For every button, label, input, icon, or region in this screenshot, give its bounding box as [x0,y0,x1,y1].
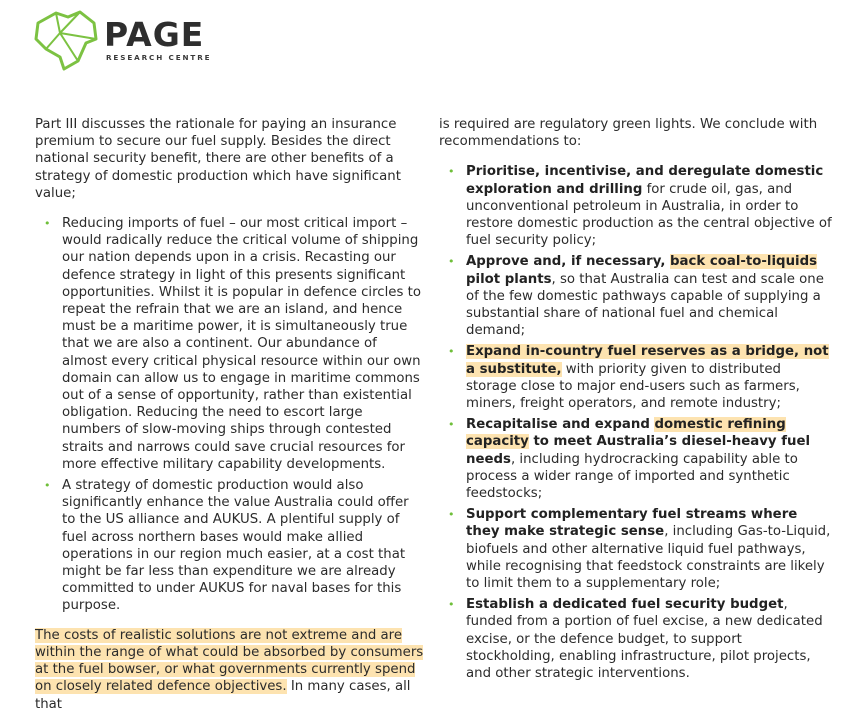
recommendations-list [439,163,834,682]
list-item [439,506,834,592]
bullet-dot-icon: • [44,217,51,231]
recommendation-title-continued: to meet Australia’s diesel-heavy fuel needs [466,434,811,467]
bullet-dot-icon: • [448,345,455,359]
highlighted-text: Expand in-country fuel reserves as a bridge, not a substitute, [466,344,829,377]
bullet-dot-icon: • [448,508,455,522]
highlighted-text: back coal-to-liquids [670,254,818,270]
list-item [35,477,425,615]
recommendation-text: , including hydrocracking capability able to process a wider range of imported and synthetic feedstocks; [466,451,798,502]
bullet-dot-icon: • [44,479,51,493]
list-item [439,253,834,339]
recommendation-text: with priority given to distributed storage close to major end-users such as farmers, miners, freight operators, and remote industry; [466,361,800,412]
left-column [35,116,425,713]
list-item [439,416,834,502]
highlighted-text: domestic refining capacity [466,417,786,450]
recommendations-intro: is required are regulatory green lights. We conclude with recommendations to: [439,117,818,150]
map-outline-icon [34,9,100,73]
recommendation-title: Support complementary fuel streams where they make strategic sense [466,507,798,540]
list-item [439,596,834,682]
list-item [35,215,425,473]
recommendation-text: , funded from a portion of fuel excise, a new dedicated excise, or the defence budget, to support stockholding, enabling infrastructure, pilot projects, and other strategic interventions. [466,597,823,682]
bullet-dot-icon: • [448,255,455,269]
logo-subtitle: RESEARCH CENTRE [106,53,212,62]
paragraph-text: In many cases, all that [35,679,411,712]
recommendation-title: Establish a dedicated fuel security budget [466,597,784,613]
right-column [439,116,834,686]
closing-paragraph [35,627,425,713]
bullet-text: A strategy of domestic production would also significantly enhance the value Australia could offer to the US alliance and AUKUS. A plentiful supply of fuel across northern bases would make allied operations in our region much easier, at a cost that might be far less than expenditure we are already committed to under AUKUS for naval bases for this purpose. [62,478,409,614]
recommendation-text: for crude oil, gas, and unconventional petroleum in Australia, in order to restore domestic production as the central objective of fuel security policy; [466,181,832,249]
intro-paragraph: Part III discusses the rationale for paying an insurance premium to secure our fuel supply. Besides the direct national security benefit, there are other benefits of a strategy of domestic production which have significant value; [35,117,401,201]
bullet-dot-icon: • [448,418,455,432]
list-item [439,163,834,249]
bullet-dot-icon: • [448,598,455,612]
page-logo [34,9,224,73]
recommendation-title: Approve and, if necessary, [466,254,671,270]
recommendation-text: , including Gas-to-Liquid, biofuels and other alternative liquid fuel pathways, while recognising that feedstock constraints are likely to limit them to a supplementary role; [466,524,831,592]
logo-wordmark: PAGE [104,15,205,54]
list-item [439,343,834,412]
bullet-dot-icon: • [448,165,455,179]
recommendation-title: Recapitalise and expand [466,417,655,433]
bullet-text: Reducing imports of fuel – our most critical import – would radically reduce the critical volume of shipping our nation depends upon in a crisis. Recasting our defence strategy in light of this presents significant opportunities. [62,216,419,300]
recommendation-title-continued: pilot plants [466,271,552,287]
recommendation-text: , so that Australia can test and scale one of the few domestic pathways capable of supplying a substantial share of national fuel and chemical demand; [466,271,824,339]
highlighted-text: The costs of realistic solutions are not extreme and are within the range of what could be absorbed by consumers at the fuel bowser, or what governments currently spend on closely related defence objectives. [35,627,424,695]
benefits-list [35,215,425,615]
recommendation-title: Prioritise, incentivise, and deregulate domestic exploration and drilling [466,164,824,197]
bullet-text-continued: Whilst it is popular in defence circles to repeat the refrain that we are an island, and hence must be a maritime power, it is simultaneously true that we are also a continent. Our abundance of almost every critical physical resource within our own domain can allow us to engage in maritime commons out of a sense of opportunity, rather than existential obligation. Reducing the need to escort large numbers of slow-moving ships through contested straits and narrows could save crucial resources for more effective military capability developments. [62,284,421,472]
